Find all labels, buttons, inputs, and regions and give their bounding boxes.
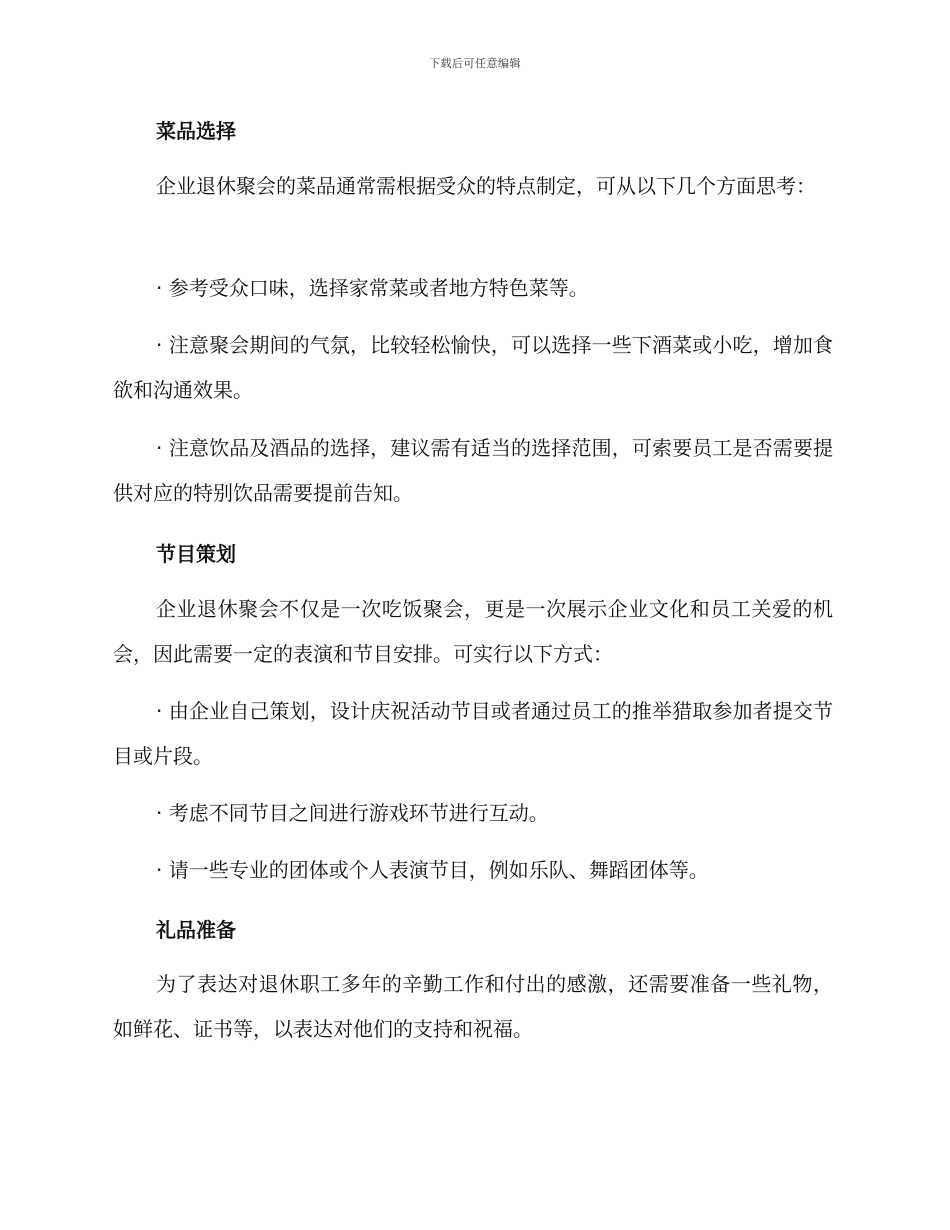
bullet-item: · 考虑不同节目之间进行游戏环节进行互动。	[156, 801, 549, 825]
page-header-note: 下载后可任意编辑	[429, 57, 521, 70]
section-heading-dishes: 菜品选择	[156, 119, 236, 143]
paragraph: 企业退休聚会不仅是一次吃饭聚会，更是一次展示企业文化和员工关爱的机会，因此需要一定的表演和节目安排。可实行以下方式：	[113, 597, 833, 666]
bullet-item: · 由企业自己策划，设计庆祝活动节目或者通过员工的推举猎取参加者提交节目或片段。	[113, 699, 833, 768]
section-heading-gifts: 礼品准备	[156, 918, 236, 942]
bullet-item: · 参考受众口味，选择家常菜或者地方特色菜等。	[156, 276, 589, 300]
bullet-item: · 注意饮品及酒品的选择，建议需有适当的选择范围，可索要员工是否需要提供对应的特别饮品需要提前告知。	[113, 436, 833, 505]
paragraph: 企业退休聚会的菜品通常需根据受众的特点制定，可从以下几个方面思考：	[156, 174, 816, 198]
section-heading-program: 节目策划	[156, 542, 236, 566]
bullet-item: · 注意聚会期间的气氛，比较轻松愉快，可以选择一些下酒菜或小吃，增加食欲和沟通效果。	[113, 333, 833, 402]
paragraph: 为了表达对退休职工多年的辛勤工作和付出的感激，还需要准备一些礼物，如鲜花、证书等，以表达对他们的支持和祝福。	[113, 972, 833, 1041]
bullet-item: · 请一些专业的团体或个人表演节目，例如乐队、舞蹈团体等。	[156, 858, 709, 882]
